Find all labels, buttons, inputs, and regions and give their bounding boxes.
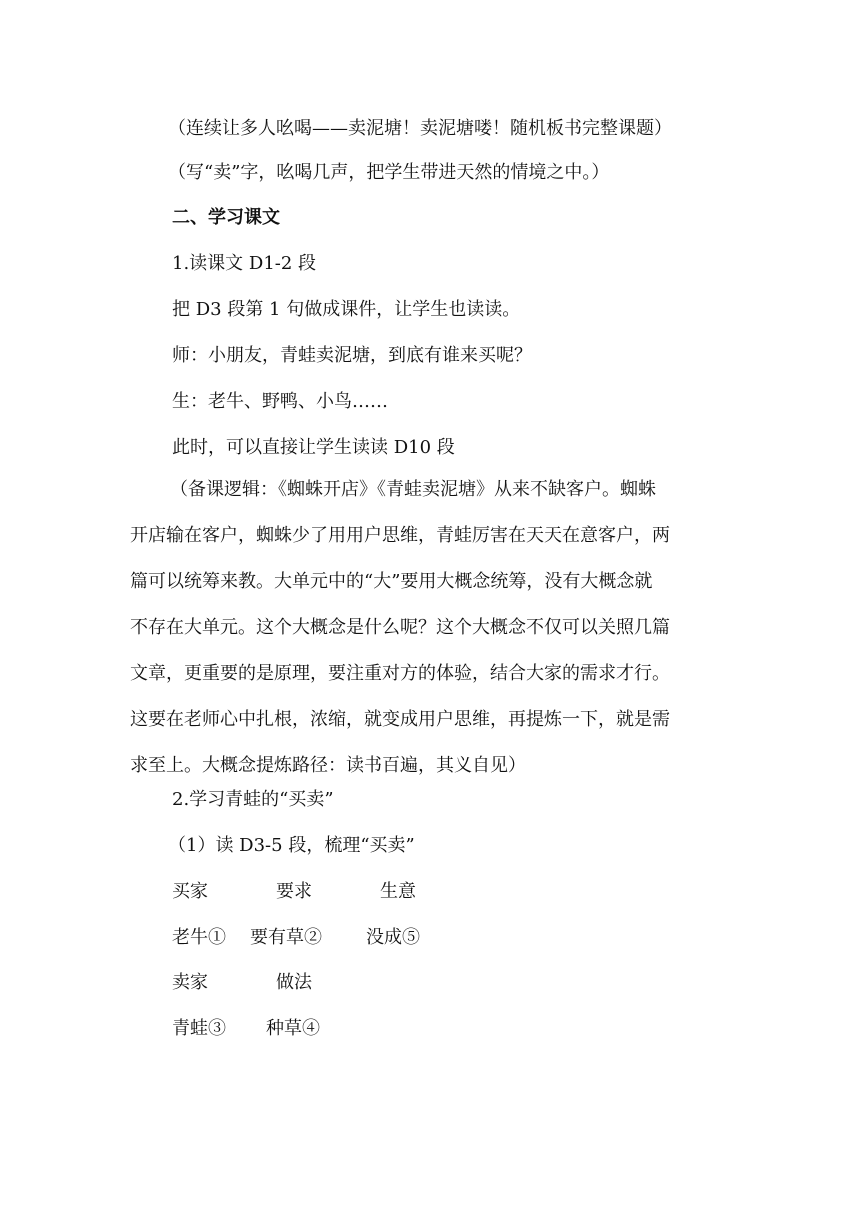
section-heading-study-text: 二、学习课文 [172,207,280,228]
table-cell: 青蛙③ [172,1018,226,1039]
sub-item-sort-trade: （1）读 D3-5 段，梳理“买卖” [168,835,415,856]
table-cell: 老牛① [172,927,226,948]
table-cell: 买家 [172,881,208,902]
text-line-courseware: 把 D3 段第 1 句做成课件，让学生也读读。 [172,299,521,320]
text-line-chant: （连续让多人吆喝——卖泥塘！卖泥塘喽！随机板书完整课题） [168,118,672,139]
table-cell: 卖家 [172,972,208,993]
text-line-teacher-question: 师：小朋友，青蛙卖泥塘，到底有谁来买呢？ [172,345,532,366]
table-cell: 生意 [380,881,416,902]
table-cell: 做法 [276,972,312,993]
note-line: 篇可以统筹来教。大单元中的“大”要用大概念统筹，没有大概念就 [130,571,653,592]
table-cell: 要求 [276,881,312,902]
table-cell: 没成⑤ [366,927,420,948]
note-line: 不存在大单元。这个大概念是什么呢？这个大概念不仅可以关照几篇 [130,617,670,638]
note-line: （备课逻辑：《蜘蛛开店》《青蛙卖泥塘》从来不缺客户。蜘蛛 [170,479,656,500]
text-line-student-answer: 生：老牛、野鸭、小鸟…… [172,391,388,412]
text-line-write-character: （写“卖”字，吆喝几声，把学生带进天然的情境之中。） [168,162,610,183]
table-cell: 种草④ [266,1018,320,1039]
item-read-paragraphs: 1.读课文 D1-2 段 [172,253,317,274]
note-line: 文章，更重要的是原理，要注重对方的体验，结合大家的需求才行。 [130,663,670,684]
lesson-logic-note [130,478,732,800]
note-line: 求至上。大概念提炼路径：读书百遍，其义自见） [130,755,526,776]
item-learn-trade: 2.学习青蛙的“买卖” [172,789,334,810]
note-line: 开店输在客户，蜘蛛少了用用户思维，青蛙厉害在天天在意客户，两 [130,525,670,546]
table-cell: 要有草② [250,927,322,948]
note-line: 这要在老师心中扎根，浓缩，就变成用户思维，再提炼一下，就是需 [130,709,670,730]
text-line-read-d10: 此时，可以直接让学生读读 D10 段 [172,437,455,458]
